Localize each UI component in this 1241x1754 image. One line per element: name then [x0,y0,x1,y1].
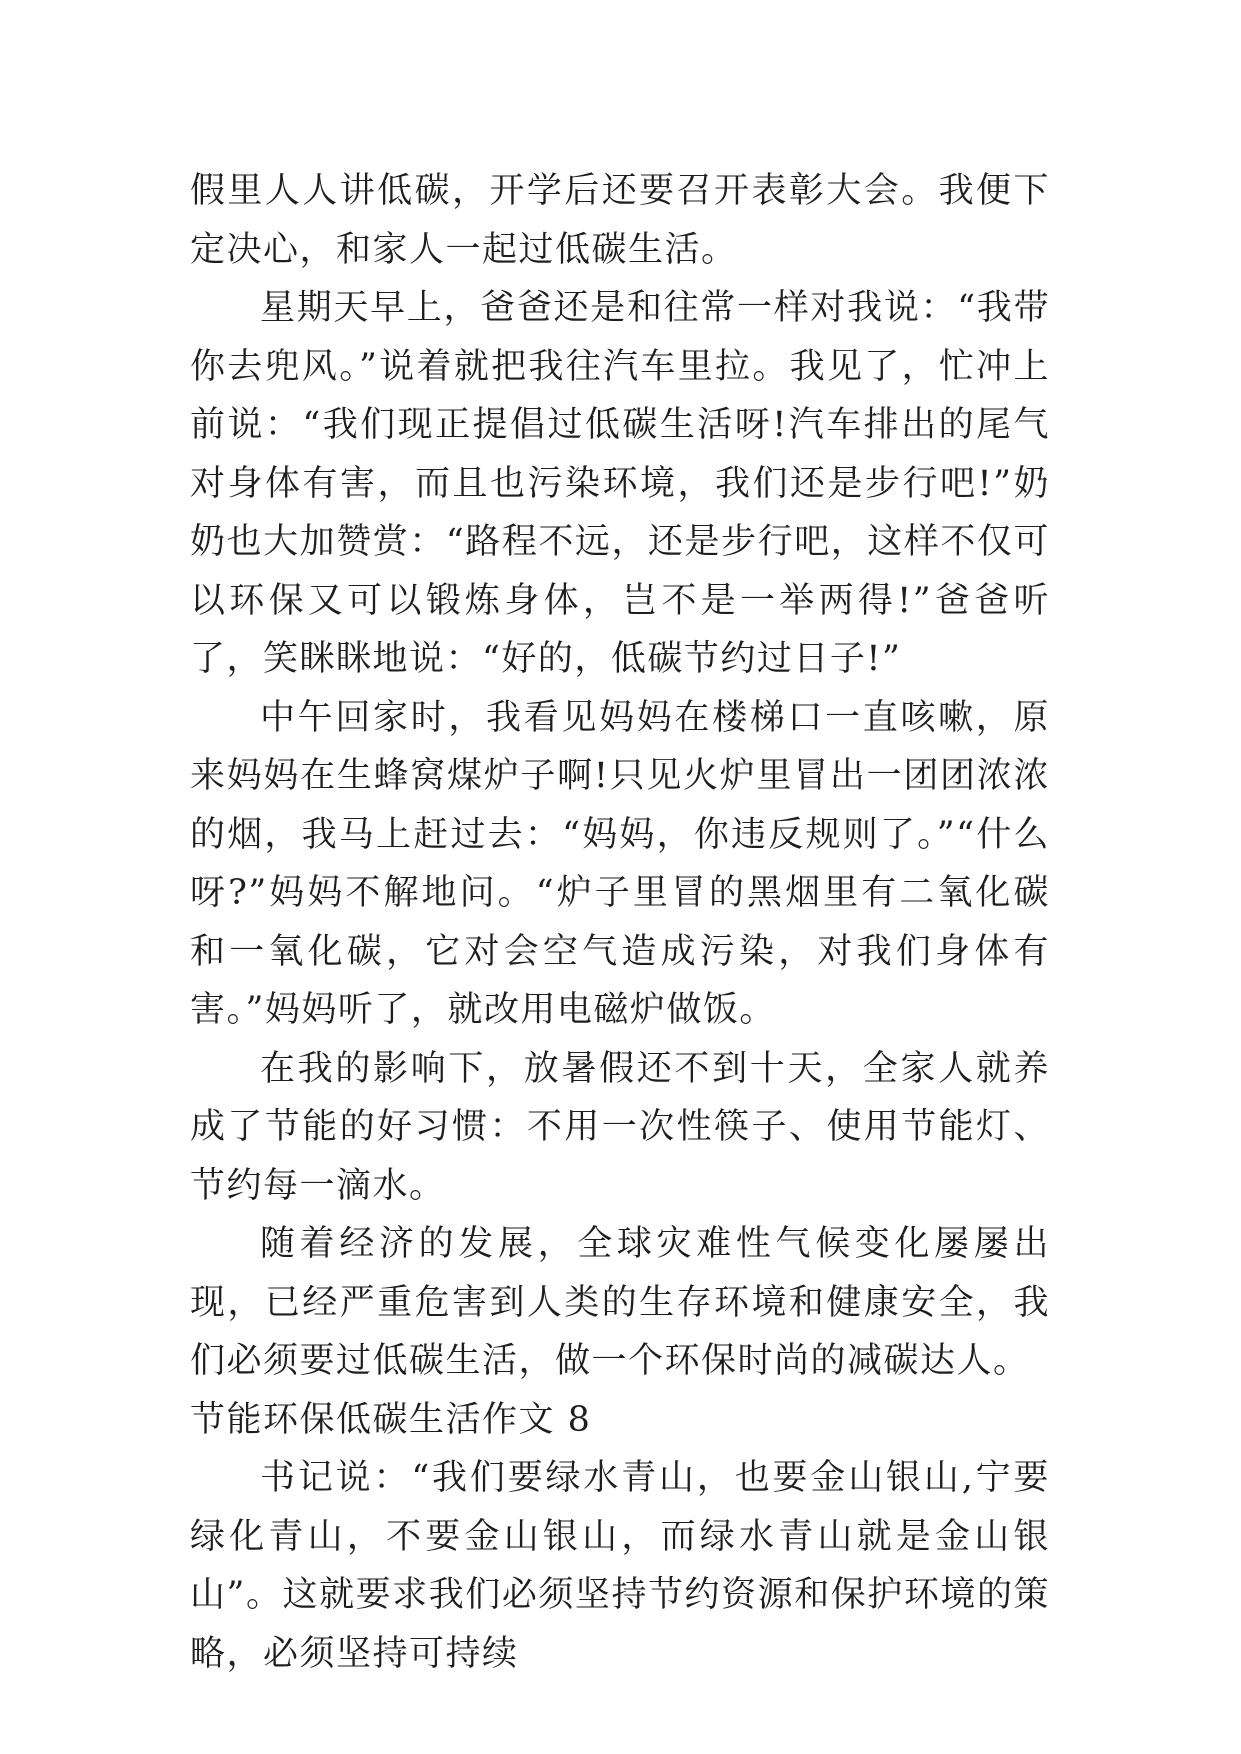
essay-heading: 节能环保低碳生活作文 8 [190,1399,592,1440]
document-body [190,162,1050,1683]
paragraph-sunday-walk: 星期天早上，爸爸还是和往常一样对我说：“我带你去兜风。”说着就把我往汽车里拉。我见了，忙冲上前说：“我们现正提倡过低碳生活呀!汽车排出的尾气对身体有害，而且也污染环境，我们还是步行吧!”奶奶也大加赞赏：“路程不远，还是步行吧，这样不仅可以环保又可以锻炼身体，岂不是一举两得!”爸爸听了，笑眯眯地说：“好的，低碳节约过日子!” [190,288,1050,679]
paragraph-family-habits: 在我的影响下，放暑假还不到十天，全家人就养成了节能的好习惯：不用一次性筷子、使用节能灯、节约每一滴水。 [190,1048,1050,1206]
paragraph-essay-8-intro: 书记说：“我们要绿水青山，也要金山银山,宁要绿化青山，不要金山银山，而绿水青山就是金山银山”。这就要求我们必须坚持节约资源和保护环境的策略，必须坚持可持续 [190,1458,1050,1674]
paragraph-conclusion: 随着经济的发展，全球灾难性气候变化屡屡出现，已经严重危害到人类的生存环境和健康安全，我们必须要过低碳生活，做一个环保时尚的减碳达人。 [190,1224,1050,1381]
paragraph-coal-stove: 中午回家时，我看见妈妈在楼梯口一直咳嗽，原来妈妈在生蜂窝煤炉子啊!只见火炉里冒出一团团浓浓的烟，我马上赶过去：“妈妈，你违反规则了。”“什么呀?”妈妈不解地问。“炉子里冒的黑烟里有二氧化碳和一氧化碳，它对会空气造成污染，对我们身体有害。”妈妈听了，就改用电磁炉做饭。 [190,697,1050,1030]
paragraph-continued: 假里人人讲低碳，开学后还要召开表彰大会。我便下定决心，和家人一起过低碳生活。 [190,171,1050,270]
